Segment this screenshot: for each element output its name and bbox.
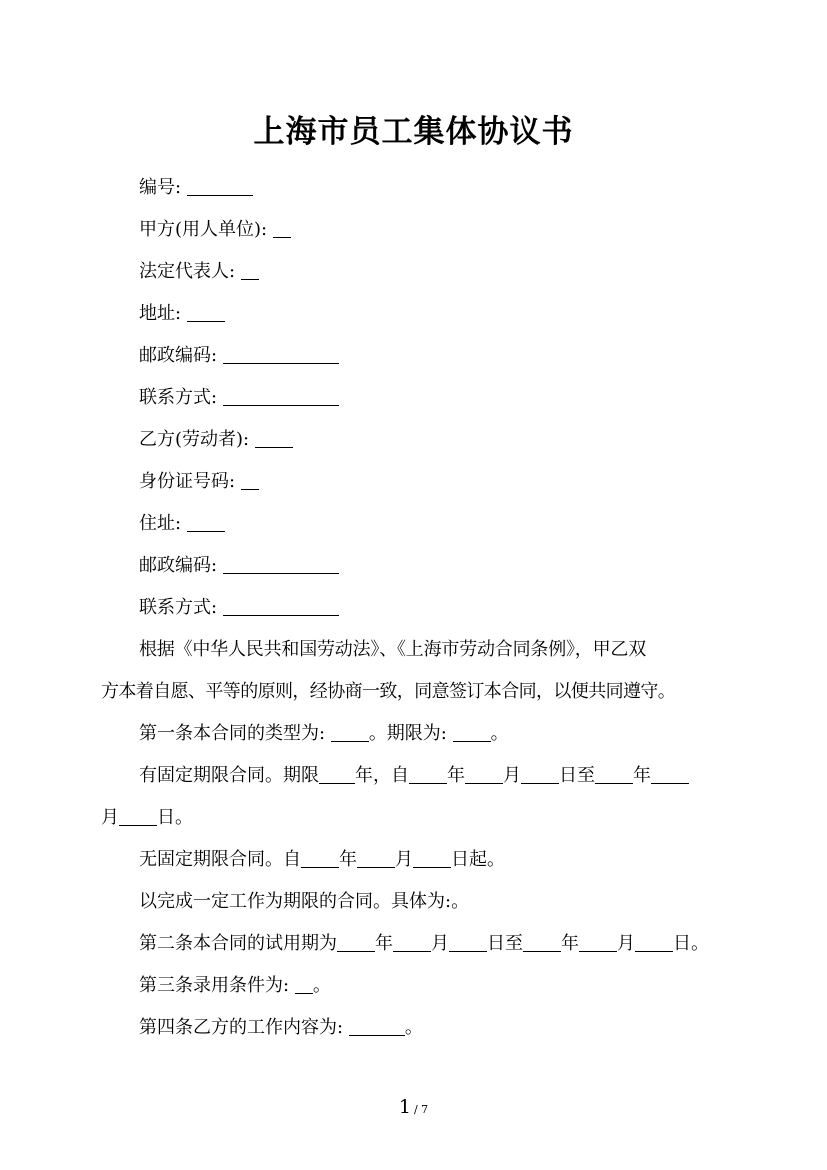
blank-address-a: [187, 304, 225, 322]
blank-job-content: [349, 1018, 405, 1036]
blank-trial-start-day: [449, 934, 487, 952]
blank-open-day: [413, 850, 451, 868]
article-4-end: 。: [404, 1017, 423, 1038]
fixed-term-end-day-label: 日。: [157, 807, 193, 828]
article-1-text: 第一条本合同的类型为:: [139, 723, 326, 744]
article-4: [139, 1016, 423, 1040]
fixed-term-line-1: [139, 764, 689, 788]
field-contact-a-label: 联系方式:: [139, 387, 218, 408]
open-term-month-label: 月: [395, 849, 413, 870]
field-postcode-b-label: 邮政编码:: [139, 555, 218, 576]
field-contact-a: [139, 386, 339, 410]
field-address-a-label: 地址:: [139, 303, 182, 324]
field-party-a-label: 甲方(用人单位):: [139, 219, 268, 240]
blank-party-b: [255, 430, 293, 448]
blank-contact-b: [223, 598, 339, 616]
blank-postcode-b: [223, 556, 339, 574]
document-title: 上海市员工集体协议书: [253, 114, 574, 150]
blank-number: [187, 178, 253, 196]
blank-contract-term: [453, 724, 491, 742]
field-party-a: [139, 218, 291, 242]
blank-contract-type: [331, 724, 369, 742]
fixed-term-to: 日至: [559, 765, 595, 786]
blank-hiring-conditions: [295, 976, 313, 994]
article-3: [139, 974, 331, 998]
blank-end-month-line1: [651, 766, 689, 784]
blank-party-a: [273, 220, 291, 238]
task-term: 以完成一定工作为期限的合同。具体为:。: [139, 891, 470, 912]
blank-trial-start-month: [393, 934, 431, 952]
open-term-year-label: 年: [339, 849, 357, 870]
field-id-number-label: 身份证号码:: [139, 471, 236, 492]
open-term-day-label: 日起。: [451, 849, 505, 870]
fixed-term-text: 有固定期限合同。期限: [139, 765, 319, 786]
field-address-b: [139, 512, 225, 536]
blank-years: [319, 766, 355, 784]
field-party-b-label: 乙方(劳动者):: [139, 429, 250, 450]
field-number: [139, 176, 253, 200]
blank-address-b: [187, 514, 225, 532]
article-2-end-day-label: 日。: [673, 933, 709, 954]
page-total: / 7: [413, 1103, 429, 1116]
article-2: [139, 932, 709, 956]
article-2-end-year-label: 年: [561, 933, 579, 954]
blank-open-month: [357, 850, 395, 868]
open-term: [139, 848, 505, 872]
article-2-year-label: 年: [375, 933, 393, 954]
fixed-term-from: 年，自: [355, 765, 409, 786]
preamble-line-2: 方本着自愿、平等的原则，经协商一致，同意签订本合同，以便共同遵守。: [101, 681, 676, 702]
page-current: 1: [398, 1096, 411, 1118]
article-2-month-label: 月: [431, 933, 449, 954]
blank-legal-rep: [241, 262, 259, 280]
blank-trial-start-year: [337, 934, 375, 952]
blank-end-day: [119, 808, 157, 826]
article-3-text: 第三条录用条件为:: [139, 975, 290, 996]
preamble-line-1: 根据《中华人民共和国劳动法》、《上海市劳动合同条例》，甲乙双: [139, 639, 646, 660]
field-legal-rep-label: 法定代表人:: [139, 261, 236, 282]
field-postcode-b: [139, 554, 339, 578]
article-1-term-label: 。期限为:: [368, 723, 447, 744]
blank-start-month: [465, 766, 503, 784]
field-postcode-a-label: 邮政编码:: [139, 345, 218, 366]
article-2-to: 日至: [487, 933, 523, 954]
blank-end-year: [595, 766, 633, 784]
blank-contact-a: [223, 388, 339, 406]
field-address-a: [139, 302, 225, 326]
article-1: [139, 722, 509, 746]
article-2-end-month-label: 月: [617, 933, 635, 954]
field-contact-b-label: 联系方式:: [139, 597, 218, 618]
field-party-b: [139, 428, 293, 452]
field-contact-b: [139, 596, 339, 620]
blank-id-number: [241, 472, 259, 490]
blank-start-day: [521, 766, 559, 784]
article-4-text: 第四条乙方的工作内容为:: [139, 1017, 344, 1038]
field-postcode-a: [139, 344, 339, 368]
fixed-term-end-month-label: 月: [101, 807, 119, 828]
blank-trial-end-month: [579, 934, 617, 952]
fixed-term-end-year-label: 年: [633, 765, 651, 786]
blank-trial-end-day: [635, 934, 673, 952]
field-legal-rep: [139, 260, 259, 284]
fixed-term-line-2: [101, 806, 193, 830]
blank-trial-end-year: [523, 934, 561, 952]
field-address-b-label: 住址:: [139, 513, 182, 534]
open-term-text: 无固定期限合同。自: [139, 849, 301, 870]
article-1-end: 。: [490, 723, 509, 744]
field-number-label: 编号:: [139, 177, 182, 198]
field-id-number: [139, 470, 259, 494]
fixed-term-year-label: 年: [447, 765, 465, 786]
page-indicator: [0, 1096, 827, 1118]
blank-open-year: [301, 850, 339, 868]
article-2-text: 第二条本合同的试用期为: [139, 933, 337, 954]
blank-postcode-a: [223, 346, 339, 364]
article-3-end: 。: [312, 975, 331, 996]
blank-start-year: [409, 766, 447, 784]
fixed-term-month-label: 月: [503, 765, 521, 786]
